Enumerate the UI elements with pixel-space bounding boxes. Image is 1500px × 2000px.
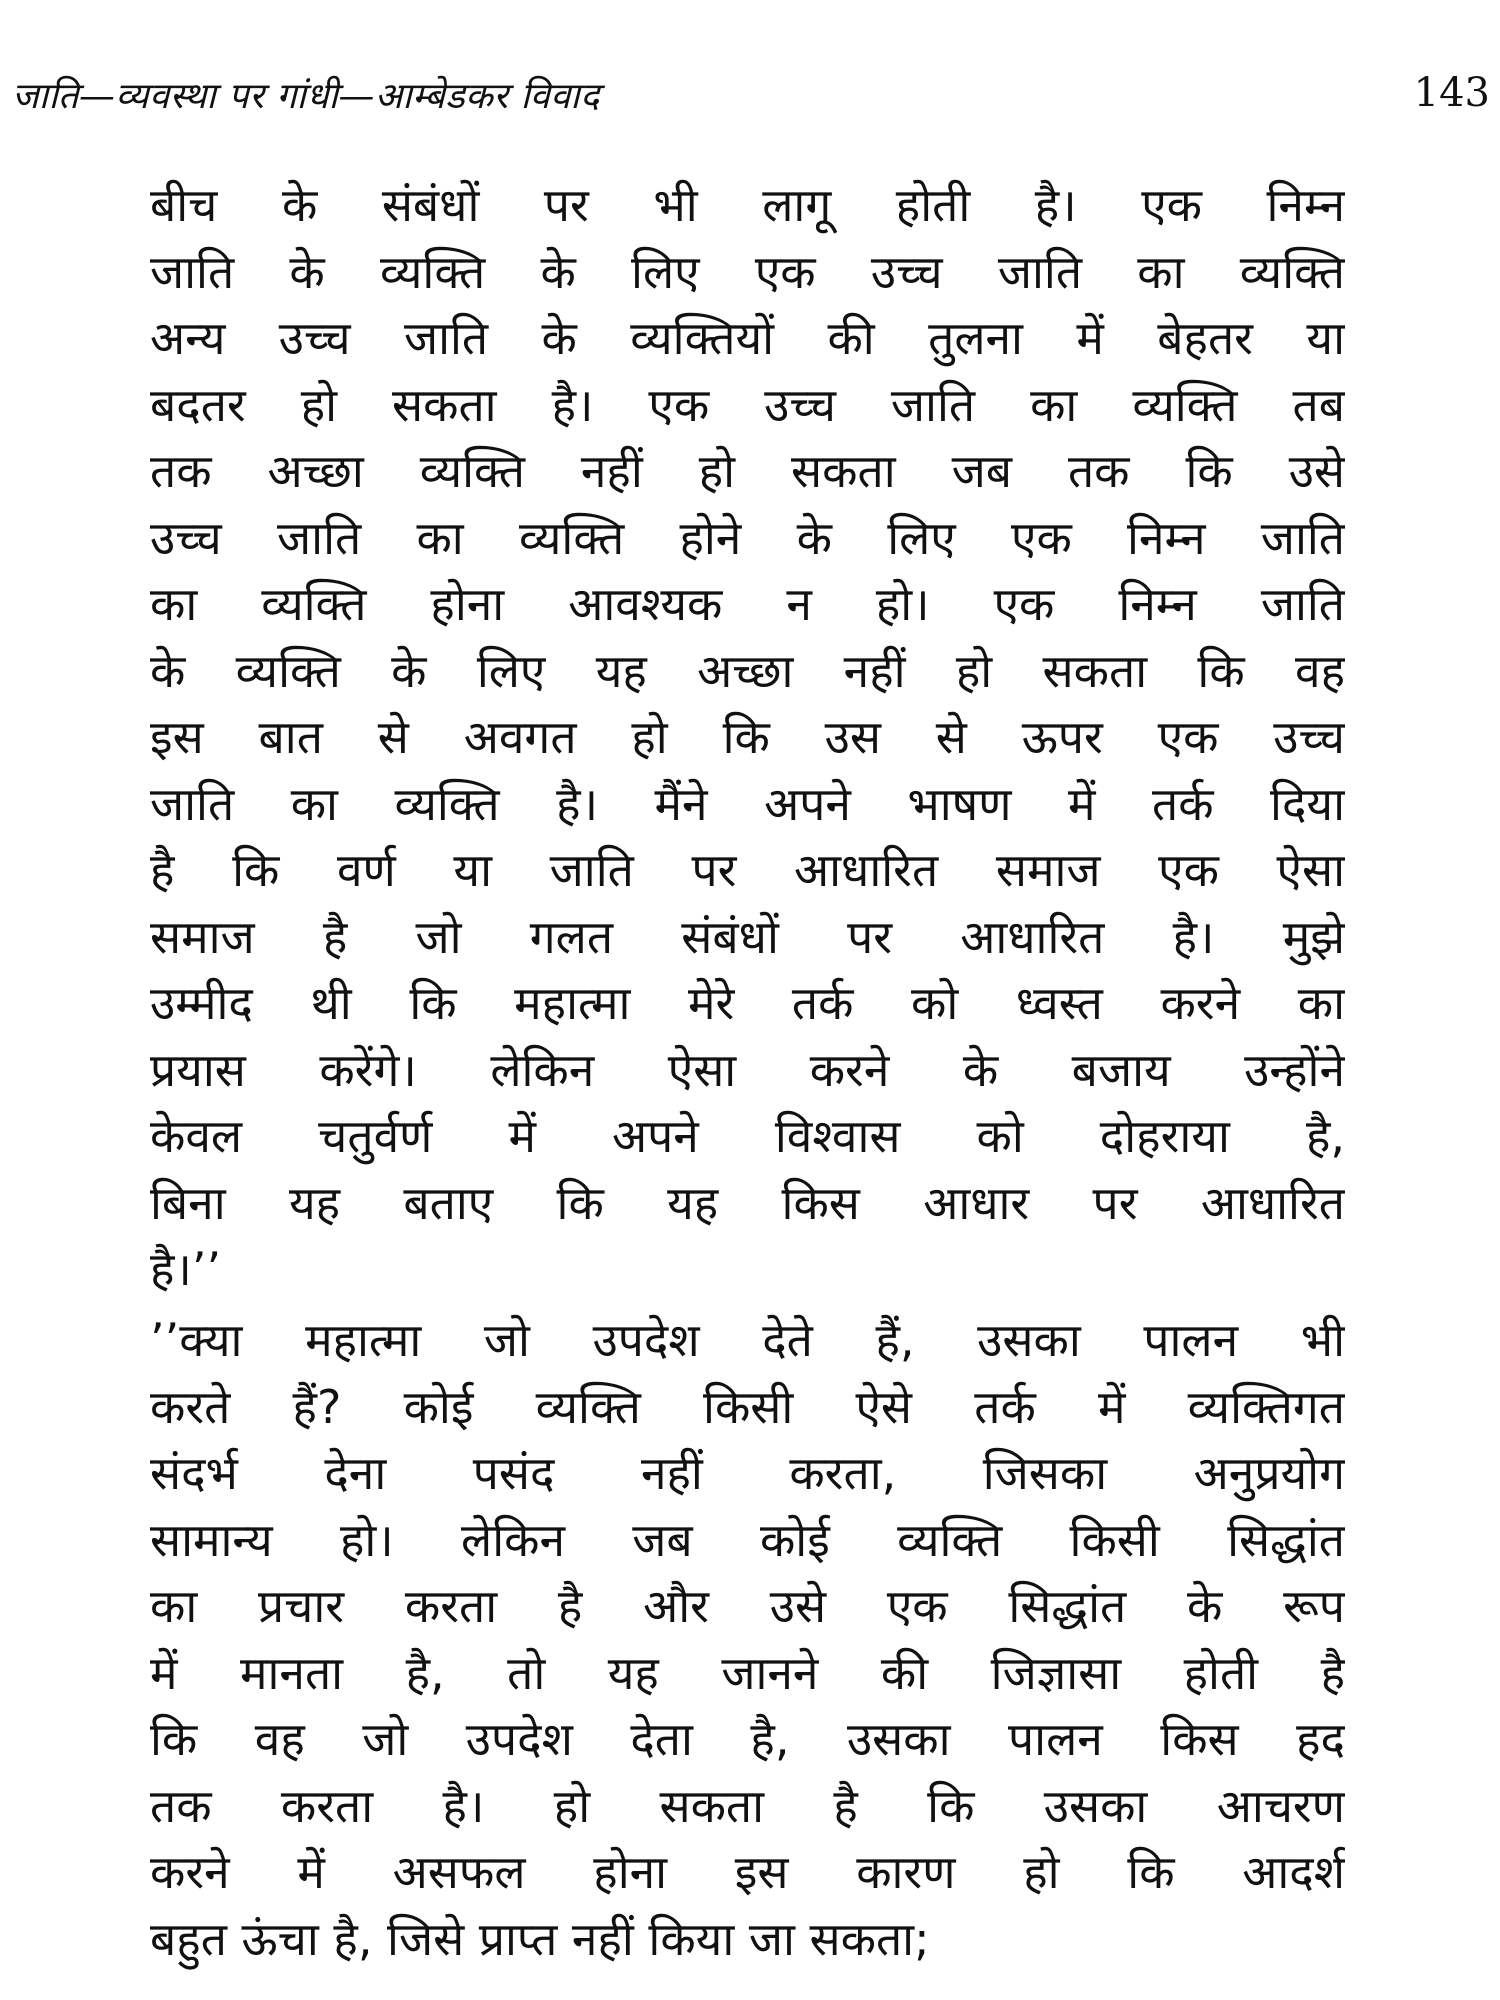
text-line: का प्रचार करता है और उसे एक सिद्धांत के रूप — [150, 1579, 1345, 1633]
paragraph — [150, 172, 1345, 1303]
running-header-title: जाति—व्यवस्था पर गांधी—आम्बेडकर विवाद — [12, 76, 600, 117]
text-line: इस बात से अवगत हो कि उस से ऊपर एक उच्च — [150, 710, 1345, 764]
text-line: बदतर हो सकता है। एक उच्च जाति का व्यक्ति तब — [150, 377, 1345, 432]
text-line: है कि वर्ण या जाति पर आधारित समाज एक ऐसा — [150, 843, 1345, 897]
text-line: समाज है जो गलत संबंधों पर आधारित है। मुझे — [150, 909, 1345, 964]
text-line: में मानता है, तो यह जानने की जिज्ञासा होती है — [150, 1645, 1345, 1700]
text-line: बहुत ऊंचा है, जिसे प्राप्त नहीं किया जा सकता; — [150, 1911, 930, 1966]
text-line: है।’’ — [150, 1242, 222, 1296]
text-line: के व्यक्ति के लिए यह अच्छा नहीं हो सकता कि वह — [150, 643, 1345, 698]
text-line: केवल चतुर्वर्ण में अपने विश्वास को दोहराया है, — [150, 1109, 1345, 1163]
page-number: 143 — [1413, 70, 1490, 116]
text-line: करने में असफल होना इस कारण हो कि आदर्श — [150, 1845, 1345, 1899]
text-line: करते हैं? कोई व्यक्ति किसी ऐसे तर्क में व्यक्तिगत — [150, 1379, 1345, 1434]
text-line: उम्मीद थी कि महात्मा मेरे तर्क को ध्वस्त करने का — [150, 976, 1345, 1030]
text-line: प्रयास करेंगे। लेकिन ऐसा करने के बजाय उन्होंने — [150, 1042, 1345, 1097]
text-line: जाति के व्यक्ति के लिए एक उच्च जाति का व्यक्ति — [150, 244, 1345, 299]
text-line: बिना यह बताए कि यह किस आधार पर आधारित — [150, 1175, 1345, 1230]
text-line: जाति का व्यक्ति है। मैंने अपने भाषण में तर्क दिया — [150, 776, 1345, 831]
text-line: बीच के संबंधों पर भी लागू होती है। एक निम्न — [150, 178, 1345, 232]
text-line: अन्य उच्च जाति के व्यक्तियों की तुलना में बेहतर या — [150, 311, 1345, 365]
text-line: तक करता है। हो सकता है कि उसका आचरण — [150, 1778, 1345, 1833]
text-line: कि वह जो उपदेश देता है, उसका पालन किस हद — [150, 1712, 1345, 1766]
text-line: सामान्य हो। लेकिन जब कोई व्यक्ति किसी सिद्धांत — [150, 1512, 1345, 1567]
text-line: ’’क्या महात्मा जो उपदेश देते हैं, उसका पालन भी — [150, 1313, 1345, 1367]
text-line: संदर्भ देना पसंद नहीं करता, जिसका अनुप्रयोग — [150, 1446, 1345, 1500]
paragraph — [150, 1307, 1345, 1972]
text-line: तक अच्छा व्यक्ति नहीं हो सकता जब तक कि उसे — [150, 444, 1345, 498]
text-line: का व्यक्ति होना आवश्यक न हो। एक निम्न जाति — [150, 577, 1345, 631]
text-line: उच्च जाति का व्यक्ति होने के लिए एक निम्न जाति — [150, 510, 1345, 565]
